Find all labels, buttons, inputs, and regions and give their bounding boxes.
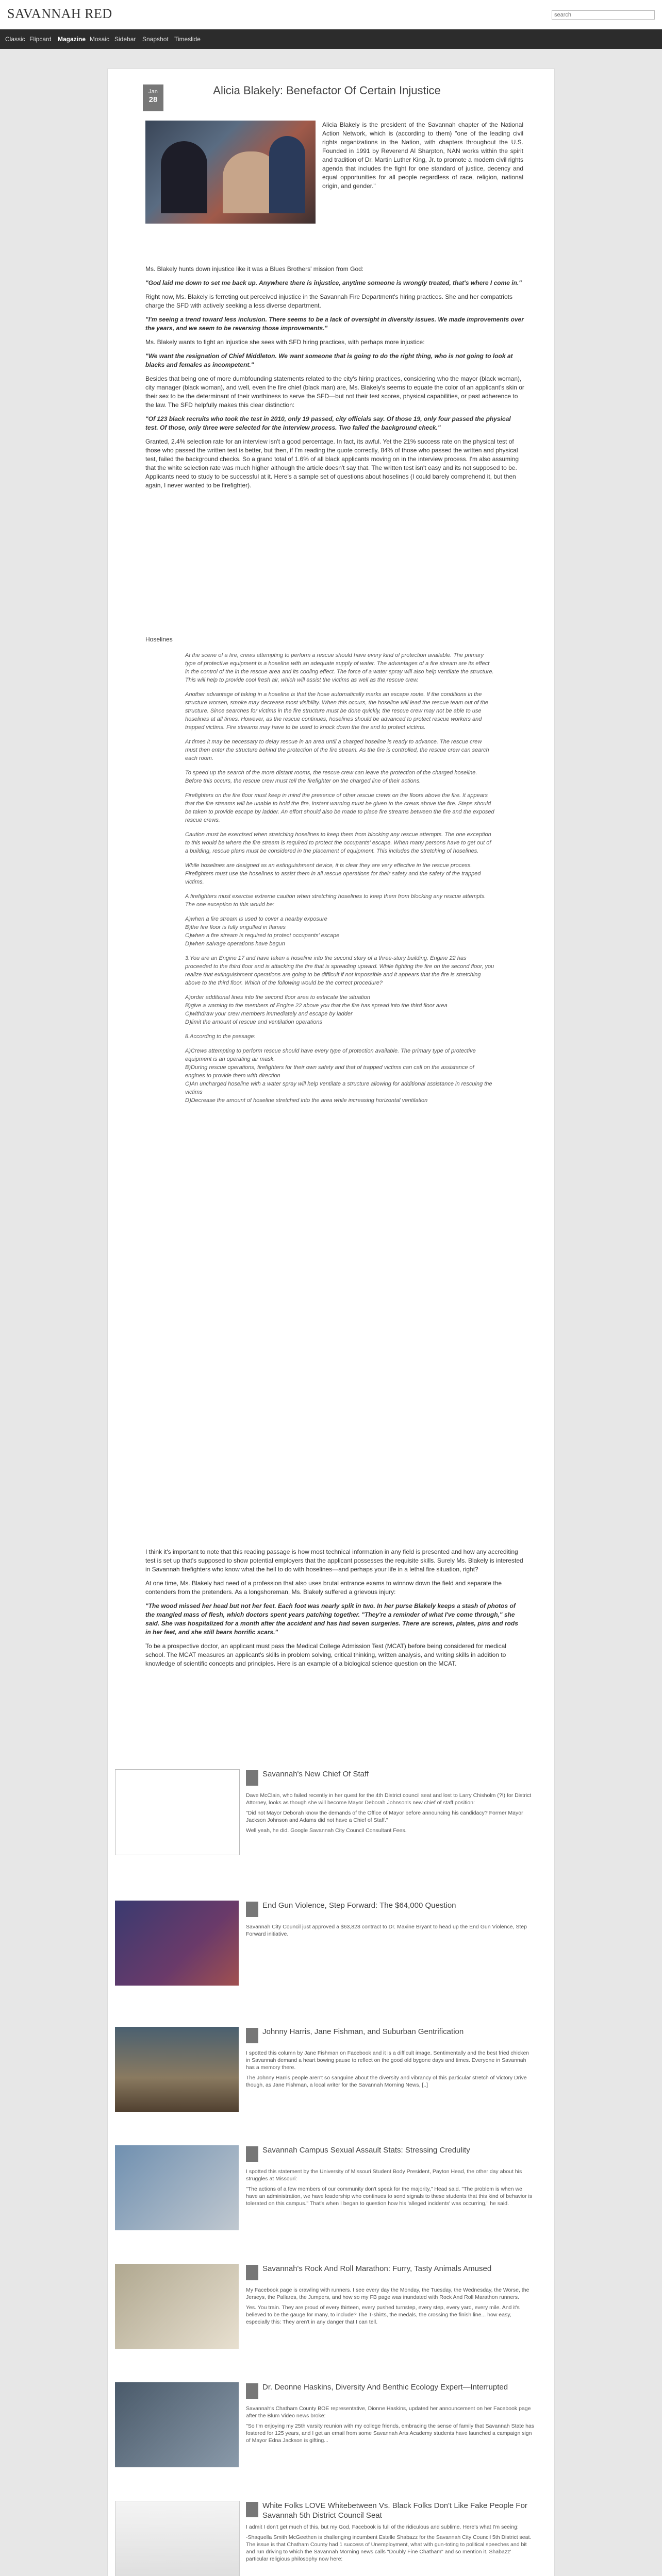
passage-paragraph: To speed up the search of the more distant rooms, the rescue crew can leave the protection of the charged hoseline. Before this occurs, the rescue crew must tell the firefighter on the charged line of their actions.: [185, 770, 477, 784]
pull-quote: "God laid me down to set me back up. Anywhere there is injustice, anytime someone is wrongly treated, that's where I come in.": [145, 279, 522, 286]
related-excerpt: [246, 2405, 535, 2447]
excerpt-line: "The actions of a few members of our community don't speak for the majority," Head said. "The problem is when we have an administration, we have leadership who continues to send signals to these students that this kind of behavior is tolerated on this campus." That's when I began to question how his 'alleged incidents' was occurring," he said.: [246, 2186, 533, 2207]
passage-options: A)order additional lines into the second floor area to extricate the situation B)give a warning to the members of Engine 22 above you that the fire has spread into the third floor area C)withdraw your crew members immediately and escape by ladder D)limit the amount of rescue and ventilation operations: [185, 994, 448, 1025]
post-featured-image: [145, 121, 316, 224]
paragraph: I think it's important to note that this reading passage is how most technical information in any field is presented and how any accrediting test is set up that's supposed to show potential employers that the applicant possesses the requisite skills. Surely Ms. Blakely is interested in Savannah firefighters who know what the hell to do with hoselines—and perhaps your life in a lethal fire situation, right?: [145, 1548, 523, 1573]
passage-paragraph: 8.According to the passage:: [185, 1033, 256, 1040]
related-thumbnail[interactable]: [115, 2264, 239, 2349]
related-post[interactable]: [108, 2382, 555, 2475]
paragraph: Besides that being one of more dumbfounding statements related to the city's hiring practices, considering who the mayor (black woman), city manager (black woman), and well, even the fire chief (black man) are, Ms. Blakely's seems to equate the color of an applicant's skin or their sex to be the determinant of their worthiness to serve the SFD—but not their test scores, physical capabilities, or past adherence to the law. The SFD helpfully makes this clear distinction:: [145, 375, 524, 409]
related-title[interactable]: Johnny Harris, Jane Fishman, and Suburban Gentrification: [262, 2027, 464, 2036]
related-thumbnail[interactable]: [115, 2501, 240, 2576]
related-title[interactable]: Savannah's New Chief Of Staff: [262, 1770, 369, 1778]
view-navbar: [0, 29, 662, 49]
related-title[interactable]: White Folks LOVE Whitebetween Vs. Black Folks Don't Like Fake People For Savannah 5th District Council Seat: [262, 2501, 527, 2520]
related-excerpt: [246, 2168, 535, 2210]
excerpt-line: Savannah's Chatham County BOE representative, Dionne Haskins, updated her announcement on her Facebook page after the Blum Video news broke:: [246, 2405, 531, 2419]
post-body-2: [145, 1548, 524, 1673]
post-date-month: Jan: [148, 89, 158, 95]
paragraph: Ms. Blakely wants to fight an injustice she sees with SFD hiring practices, with perhaps more injustice:: [145, 338, 425, 346]
excerpt-line: "Did not Mayor Deborah know the demands of the Office of Mayor before announcing his candidacy? Former Mayor Jackson Johnson and Adams did not have a Chief of Staff.": [246, 1810, 523, 1823]
excerpt-line: Dave McClain, who failed recently in her quest for the 4th District council seat and lost to Larry Chisholm (?!) for District Attorney, looks as though she will become Mayor Deborah Johnson's new chief of staff position:: [246, 1792, 532, 1806]
related-title[interactable]: End Gun Violence, Step Forward: The $64,000 Question: [262, 1901, 456, 1910]
nav-snapshot[interactable]: Snapshot: [142, 36, 169, 43]
nav-mosaic[interactable]: Mosaic: [90, 36, 110, 43]
excerpt-line: I spotted this statement by the University of Missouri Student Body President, Payton Head, the other day about his struggles at Missouri:: [246, 2168, 522, 2182]
passage-paragraph: At times it may be necessary to delay rescue in an area until a charged hoseline is ready to advance. The rescue crew must then enter the structure behind the protection of the fire stream. As the fire is controlled, the rescue crew can search each room.: [185, 739, 489, 761]
search-input[interactable]: [552, 10, 655, 20]
hoselines-passage: [185, 651, 494, 1111]
related-thumbnail[interactable]: [115, 2382, 239, 2467]
excerpt-line: The Johnny Harris people aren't so sanguine about the diversity and vibrancy of this particular stretch of Victory Drive though, as Jane Fishman, a local writer for the Savannah Morning News, [..]: [246, 2075, 527, 2088]
nav-timeslide[interactable]: Timeslide: [174, 36, 201, 43]
passage-paragraph: 3.You are an Engine 17 and have taken a hoseline into the second story of a three-story building. Engine 22 has proceeded to the third floor and is attacking the fire that is spreading upward. While fighting the fire on the second floor, you realize that extinguishment operations are going to be difficult if not impossible and it appears that the fire is stretching above to the third floor. Which of the following would be the correct procedure?: [185, 955, 494, 986]
excerpt-line: Savannah City Council just approved a $63,828 contract to Dr. Maxine Bryant to head up the End Gun Violence, Step Forward initiative.: [246, 1924, 527, 1937]
nav-classic[interactable]: Classic: [5, 36, 25, 43]
related-excerpt: [246, 2523, 535, 2566]
related-excerpt: [246, 2049, 535, 2092]
related-post[interactable]: [108, 2145, 555, 2238]
site-title[interactable]: SAVANNAH RED: [7, 6, 112, 21]
related-date-badge: [246, 2502, 258, 2517]
related-thumbnail[interactable]: [115, 2027, 239, 2112]
passage-paragraph: At the scene of a fire, crews attempting to perform a rescue should have every kind of protection available. The primary type of protective equipment is a hoseline with an adequate supply of water. The advantages of a fire stream are its effect in the control of the in the rescue area and its cooling effect. The force of a water spray will also help ventilate the structure. This will help to provide cool fresh air, which will assist the victims as well as the rescue crew.: [185, 652, 494, 683]
nav-flipcard[interactable]: Flipcard: [29, 36, 52, 43]
post-title[interactable]: Alicia Blakely: Benefactor Of Certain Injustice: [213, 84, 441, 97]
pull-quote: "Of 123 black recruits who took the test in 2010, only 19 passed, city officials say. Of those 19, only four passed the physical test. Of those, only three were selected for the interview process. Two failed the background check.": [145, 415, 511, 431]
nav-magazine[interactable]: Magazine: [58, 36, 86, 43]
related-post[interactable]: [108, 2264, 555, 2357]
paragraph: Ms. Blakely hunts down injustice like it was a Blues Brothers' mission from God:: [145, 265, 364, 273]
passage-paragraph: Caution must be exercised when stretching hoselines to keep them from blocking any rescue attempts. The one exception to this would be where the fire stream is required to protect the occupants' escape. When many persons have to get out of a building, rescue plans must be considered in the placement of equipment. This includes the stretching of hoselines.: [185, 832, 491, 854]
paragraph: To be a prospective doctor, an applicant must pass the Medical College Admission Test (MCAT) before being considered for medical school. The MCAT measures an applicant's skills in problem solving, critical thinking, written analysis, and writing skills in addition to knowledge of scientific concepts and principles. Here is an example of a biological science question on the MCAT.: [145, 1642, 506, 1667]
related-thumbnail[interactable]: [115, 1901, 239, 1986]
related-date-badge: [246, 2265, 258, 2280]
pull-quote: "I'm seeing a trend toward less inclusion. There seems to be a lack of oversight in diversity issues. We made improvements over the years, and we seem to be reversing those improvements.": [145, 316, 524, 332]
paragraph: Right now, Ms. Blakely is ferreting out perceived injustice in the Savannah Fire Department's hiring practices. She and her compatriots charge the SFD with actively seeking a less diverse department.: [145, 293, 512, 309]
hoselines-label: Hoselines: [145, 636, 173, 643]
excerpt-line: I spotted this column by Jane Fishman on Facebook and it is a difficult image. Sentimentally and the best fried chicken in Savannah demand a heart bowing pause to reflect on the good old bygone days and times. Everyone in Savannah has a memory there.: [246, 2050, 529, 2071]
passage-paragraph: A firefighters must exercise extreme caution when stretching hoselines to keep them from blocking any rescue attempts. The one exception to this would be:: [185, 893, 486, 908]
post-body-1: [145, 265, 524, 495]
related-date-badge: [246, 2146, 258, 2162]
site-header: [0, 0, 662, 29]
related-title[interactable]: Dr. Deonne Haskins, Diversity And Benthic Ecology Expert—Interrupted: [262, 2383, 508, 2392]
related-excerpt: [246, 1923, 535, 1941]
excerpt-line: -Shaquella Smith McGeethen is challenging incumbent Estelle Shabazz for the Savannah City Council 5th District seat. The issue is that Chatham County had 1 success of Unemployment, what with gun-toting to political speeches and bit and run driving to which the Savannah Morning news calls "Doubly Fine Chatham" and so mention it. Shabazz' particular religious philosophy now here:: [246, 2534, 532, 2562]
related-excerpt: [246, 2286, 535, 2329]
related-post[interactable]: [108, 1901, 555, 1993]
excerpt-line: "So I'm enjoying my 25th varsity reunion with my college friends, embracing the sense of family that Savannah State has fostered for 125 years, and I get an email from some Savannah Arts Academy students have launched a campaign sign of Mayor Edna Jackson is gifting...: [246, 2423, 535, 2444]
excerpt-line: Well yeah, he did. Google Savannah City Council Consultant Fees.: [246, 1827, 407, 1834]
related-thumbnail[interactable]: [115, 1769, 240, 1855]
related-post[interactable]: [108, 2027, 555, 2120]
related-post[interactable]: [108, 2501, 555, 2576]
passage-options: A)Crews attempting to perform rescue should have every type of protection available. The primary type of protective equipment is an operating air mask. B)During rescue operations, firefighters for their own safety and that of trapped victims can call on the assistance of engines to provide them with direction C)An uncharged hoseline with a water spray will help ventilate a structure allowing for additional assistance in rescuing the victims D)Decrease the amount of hoseline stretched into the area while increasing horizontal ventilation: [185, 1048, 492, 1104]
excerpt-line: Yes. You train. They are proud of every thirteen, every pushed turnstep, every step, every yard, every mile. And it's believed to be the gauge for many, to include? The T-shirts, the medals, the crossing the finish line... how easy, especially this: They aren't in any danger that I can tell.: [246, 2304, 520, 2325]
post-date-day: 28: [148, 95, 158, 104]
passage-paragraph: Another advantage of taking in a hoseline is that the hose automatically marks an escape route. If the conditions in the structure worsen, smoke may decrease most visibility. When this occurs, the hoseline will lead the rescue team out of the structure. Since searches for victims in the fire structure must be done quickly, the rescue crew may not be able to use hoselines at all times. However, as the rescue continues, hoselines should be advanced to protect rescue workers and trapped victims. Fire streams may have to be used to knock down the fire and to protect victims.: [185, 691, 488, 731]
nav-sidebar[interactable]: Sidebar: [114, 36, 136, 43]
passage-paragraph: While hoselines are designed as an extinguishment device, it is clear they are very effective in the rescue process. Firefighters must use the hoselines to assist them in all rescue operations for their safety and the safety of the trapped victims.: [185, 862, 481, 885]
paragraph: Granted, 2.4% selection rate for an interview isn't a good percentage. In fact, its awful. Yet the 21% success rate on the physical test of those who passed the written test is better, but then, if I'm reading the quote correctly, 84% of those who passed the written and physical test, failed the background checks. So a grand total of 1.6% of all black applicants moving on in the interview process. I'm also assuming that the white selection rate was much higher although the article doesn't say that. The written test isn't easy and its not supposed to be. Applicants need to study to be successful at it. Here's a sample set of questions about hoselines (I could barely comprehend it, but then again, I never wanted to be firefighter).: [145, 438, 519, 489]
related-thumbnail[interactable]: [115, 2145, 239, 2230]
related-title[interactable]: Savannah Campus Sexual Assault Stats: Stressing Credulity: [262, 2146, 470, 2155]
related-date-badge: [246, 2383, 258, 2399]
post-container: [107, 69, 555, 2576]
related-date-badge: [246, 2028, 258, 2043]
post-intro: Alicia Blakely is the president of the Savannah chapter of the National Action Network, which is (according to them) "one of the leading civil rights organizations in the Nation, with chapters throughout the U.S. Founded in 1991 by Reverend Al Sharpton, NAN works within the spirit and tradition of Dr. Martin Luther King, Jr. to promote a modern civil rights agenda that includes the fight for one standard of justice, decency and equal opportunities for all people regardless of race, religion, national origin, and gender.": [322, 121, 523, 190]
pull-quote: "We want the resignation of Chief Middleton. We want someone that is going to do the right thing, who is not going to look at blacks and females as incompetent.": [145, 352, 513, 368]
paragraph: At one time, Ms. Blakely had need of a profession that also uses brutal entrance exams to winnow down the field and separate the contenders from the pretenders. As a longshoreman, Ms. Blakely suffered a grievous injury:: [145, 1580, 502, 1596]
excerpt-line: My Facebook page is crawling with runners. I see every day the Monday, the Tuesday, the Wednesday, the Worse, the Jerseys, the Pallares, the Jumpers, and how so my FB page was inundated with Rock And Roll Marathon runners.: [246, 2287, 529, 2300]
passage-paragraph: Firefighters on the fire floor must keep in mind the presence of other rescue crews on the floors above the fire. It appears that the fire streams will be unable to hold the fire, instant warning must be given to the crews above the fire. Steps should be taken to provide escape by ladder. An effort should also be made to place fire streams between the fire and the exposed rescue crews.: [185, 792, 494, 823]
related-excerpt: [246, 1792, 535, 1837]
related-post[interactable]: [108, 1769, 555, 1862]
related-title[interactable]: Savannah's Rock And Roll Marathon: Furry, Tasty Animals Amused: [262, 2264, 492, 2273]
related-date-badge: [246, 1902, 258, 1917]
related-date-badge: [246, 1770, 258, 1786]
excerpt-line: I admit I don't get much of this, but my God, Facebook is full of the ridiculous and sublime. Here's what I'm seeing:: [246, 2524, 519, 2530]
post-date-badge: [143, 84, 163, 111]
passage-options: A)when a fire stream is used to cover a nearby exposure B)the fire floor is fully engulfed in flames C)when a fire stream is required to protect occupants' escape D)when salvage operations have begun: [185, 916, 340, 947]
pull-quote: "The wood missed her head but not her feet. Each foot was nearly split in two. In her purse Blakely keeps a stash of photos of the mangled mass of flesh, which doctors spent years patching together. "They're a reminder of what I've come through," she said. She was hospitalized for a month after the accident and has had seven surgeries. There are screws, plates, pins and rods in her feet, and she still bears horrific scars.": [145, 1602, 518, 1636]
